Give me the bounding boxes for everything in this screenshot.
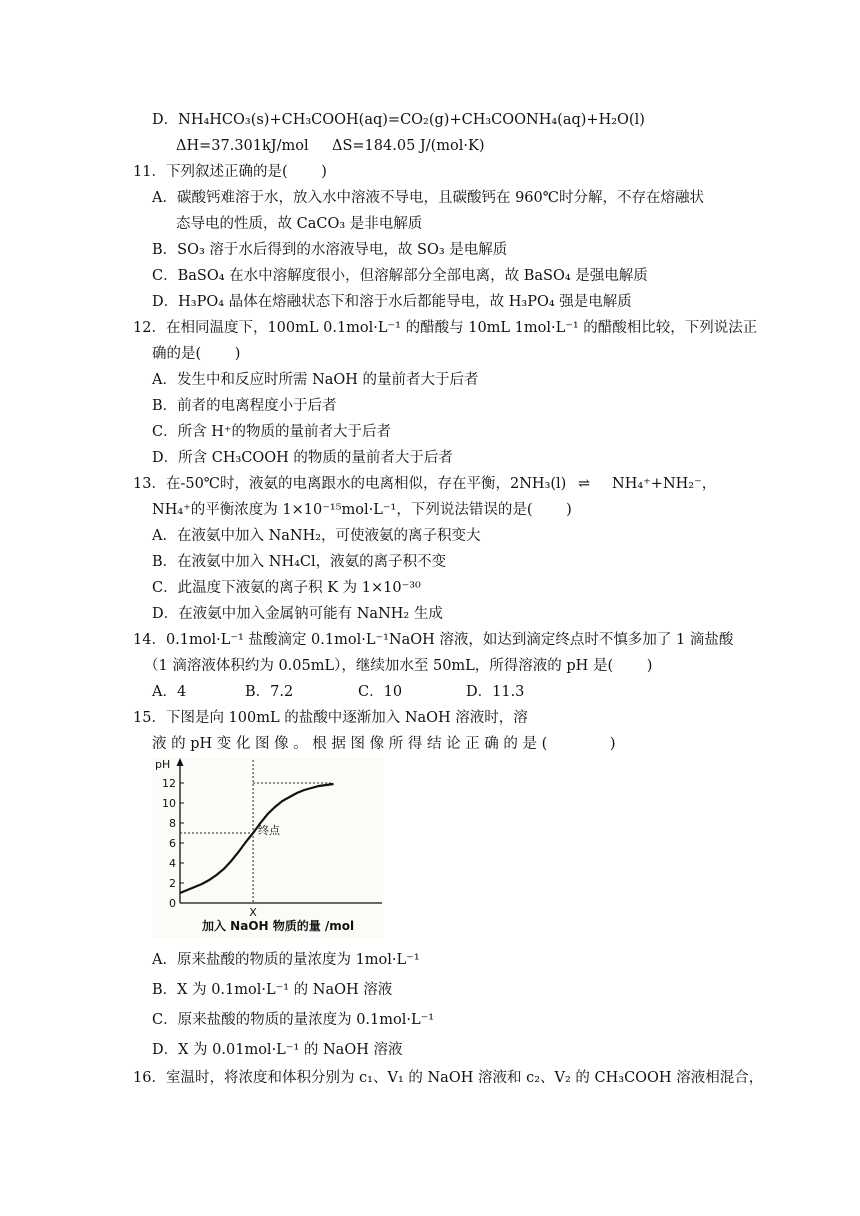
titration-chart — [152, 758, 384, 938]
q14-stem-cont: （1 滴溶液体积约为 0.05mL），继续加水至 50mL，所得溶液的 pH 是( ) — [144, 658, 653, 674]
y-tick-label: 6 — [169, 837, 176, 850]
q15-option-d: D．X 为 0.01mol·L⁻¹ 的 NaOH 溶液 — [152, 1042, 403, 1058]
q15-option-c: C．原来盐酸的物质的量浓度为 0.1mol·L⁻¹ — [152, 1012, 435, 1028]
q13-stem-ions: NH₄⁺+NH₂⁻， — [612, 476, 717, 492]
y-axis-arrow — [177, 758, 184, 766]
q14-option-a: A．4 — [152, 684, 187, 700]
q11-stem: 11．下列叙述正确的是( ) — [133, 164, 327, 180]
q12-stem: 12．在相同温度下，100mL 0.1mol·L⁻¹ 的醋酸与 10mL 1mol·L⁻¹ 的醋酸相比较，下列说法正 — [133, 320, 758, 336]
q16-stem: 16．室温时，将浓度和体积分别为 c₁、V₁ 的 NaOH 溶液和 c₂、V₂ 的 CH₃COOH 溶液相混合， — [133, 1070, 764, 1086]
q11-option-b: B．SO₃ 溶于水后得到的水溶液导电，故 SO₃ 是电解质 — [152, 242, 508, 258]
q13-stem: 13．在-50℃时，液氨的电离跟水的电离相似，存在平衡，2NH₃(l) — [133, 476, 567, 492]
q10-option-d-ds: ΔS=184.05 J/(mol·K) — [332, 138, 485, 154]
y-axis-label: pH — [155, 758, 171, 771]
y-tick-label: 4 — [169, 857, 176, 870]
y-tick-label: 0 — [169, 897, 176, 910]
x-axis-label: 加入 NaOH 物质的量 /mol — [202, 919, 355, 933]
x-tick-label: X — [249, 906, 257, 919]
q11-option-d: D．H₃PO₄ 晶体在熔融状态下和溶于水后都能导电，故 H₃PO₄ 强是电解质 — [152, 294, 632, 310]
y-tick-label: 12 — [162, 777, 176, 790]
q12-option-c: C．所含 H⁺的物质的量前者大于后者 — [152, 424, 392, 440]
q10-option-d: D．NH₄HCO₃(s)+CH₃COOH(aq)=CO₂(g)+CH₃COONH₄(aq)+H₂O(l) — [152, 112, 645, 128]
q14-option-d: D．11.3 — [466, 684, 525, 700]
q12-stem-cont: 确的是( ) — [152, 346, 241, 362]
q14-option-b: B．7.2 — [245, 684, 294, 700]
q13-option-b: B．在液氨中加入 NH₄Cl，液氨的离子积不变 — [152, 554, 447, 570]
y-tick-label: 10 — [162, 797, 176, 810]
ph-curve — [180, 784, 334, 893]
q12-option-b: B．前者的电离程度小于后者 — [152, 398, 337, 414]
q13-option-c: C．此温度下液氨的离子积 K 为 1×10⁻³⁰ — [152, 580, 421, 596]
q13-stem-cont: NH₄⁺的平衡浓度为 1×10⁻¹⁵mol·L⁻¹，下列说法错误的是( ) — [152, 502, 572, 518]
endpoint-annotation: 终点 — [258, 824, 280, 837]
q11-option-c: C．BaSO₄ 在水中溶解度很小，但溶解部分全部电离，故 BaSO₄ 是强电解质 — [152, 268, 648, 284]
q12-option-d: D．所含 CH₃COOH 的物质的量前者大于后者 — [152, 450, 453, 466]
y-tick-label: 2 — [169, 877, 176, 890]
q12-option-a: A．发生中和反应时所需 NaOH 的量前者大于后者 — [152, 372, 479, 388]
q15-stem-cont: 液 的 pH 变 化 图 像 。 根 据 图 像 所 得 结 论 正 确 的 是 ( ) — [152, 736, 616, 752]
q14-option-c: C．10 — [358, 684, 403, 700]
q14-stem: 14．0.1mol·L⁻¹ 盐酸滴定 0.1mol·L⁻¹NaOH 溶液，如达到滴定终点时不慎多加了 1 滴盐酸 — [133, 632, 734, 648]
q15-option-b: B．X 为 0.1mol·L⁻¹ 的 NaOH 溶液 — [152, 982, 393, 998]
q10-option-d-dh: ΔH=37.301kJ/mol — [176, 138, 309, 154]
q15-stem: 15．下图是向 100mL 的盐酸中逐渐加入 NaOH 溶液时，溶 — [133, 710, 528, 726]
q15-option-a: A．原来盐酸的物质的量浓度为 1mol·L⁻¹ — [152, 952, 420, 968]
q11-option-a: A．碳酸钙难溶于水，放入水中溶液不导电，且碳酸钙在 960℃时分解，不存在熔融状 — [152, 190, 704, 206]
q13-equilibrium-arrow: ⇌ — [578, 476, 591, 492]
q13-option-d: D．在液氨中加入金属钠可能有 NaNH₂ 生成 — [152, 606, 443, 622]
q11-option-a-cont: 态导电的性质，故 CaCO₃ 是非电解质 — [176, 216, 423, 232]
y-tick-label: 8 — [169, 817, 176, 830]
q13-option-a: A．在液氨中加入 NaNH₂，可使液氨的离子积变大 — [152, 528, 481, 544]
